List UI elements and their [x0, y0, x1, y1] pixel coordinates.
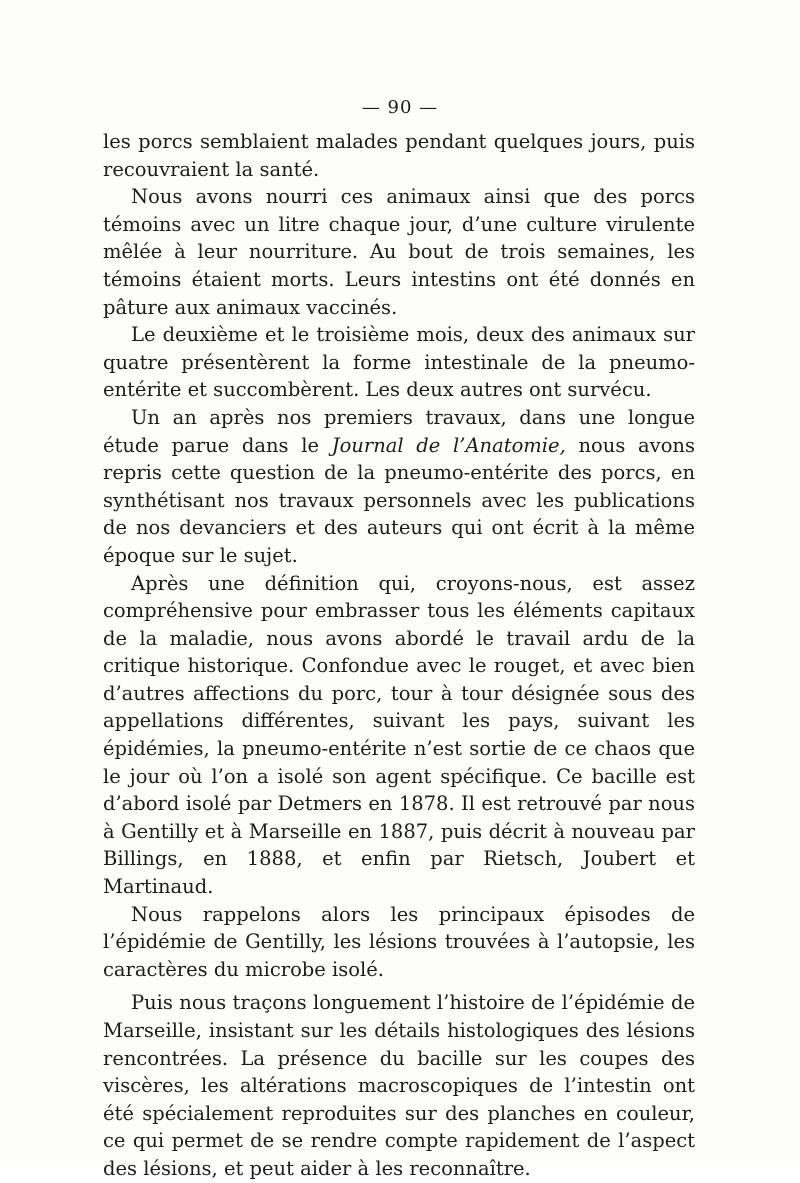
page-number: — 90 —: [361, 97, 439, 118]
paragraph-4: [103, 404, 695, 570]
paragraph-6: Nous rappelons alors les principaux épisodes de l’épidémie de Gentilly, les lésions trouvées à l’autopsie, les caractères du microbe isolé.: [103, 902, 695, 981]
paragraph-7: Puis nous traçons longuement l’histoire de l’épidémie de Marseille, insistant sur les détails histologiques des lésions rencontrées. La présence du bacille sur les coupes des viscères, les altérations macroscopiques de l’intestin ont été spécialement reproduites sur des planches en couleur, ce qui permet de se rendre compte rapidement de l’aspect des lésions, et peut aider à les reconnaître.: [103, 991, 695, 1180]
paragraph-2: Nous avons nourri ces animaux ainsi que des porcs témoins avec un litre chaque jour, d’une culture virulente mêlée à leur nourriture. Au bout de trois semaines, les témoins étaient morts. Leurs intestins ont été donnés en pâture aux animaux vaccinés.: [103, 185, 695, 319]
paragraph-4-after: nous avons repris cette question de la pneumo-entérite des porcs, en synthétisant nos travaux personnels avec les publications de nos devanciers et des auteurs qui ont écrit à la même époque sur le sujet.: [103, 433, 695, 567]
body-text: [103, 128, 695, 1183]
journal-title: Journal de l’Anatomie,: [331, 433, 566, 457]
paragraph-1: les porcs semblaient malades pendant quelques jours, puis recouvraient la santé.: [103, 130, 695, 181]
paragraph-5: Après une définition qui, croyons-nous, est assez compréhensive pour embrasser tous les éléments capitaux de la maladie, nous avons abordé le travail ardu de la critique historique. Confondue avec le rouget, et avec bien d’autres affections du porc, tour à tour désignée sous des appellations différentes, suivant les pays, suivant les épidémies, la pneumo-entérite n’est sortie de ce chaos que le jour où l’on a isolé son agent spécifique. Ce bacille est d’abord isolé par Detmers en 1878. Il est retrouvé par nous à Gentilly et à Marseille en 1887, puis décrit à nouveau par Billings, en 1888, et enfin par Rietsch, Joubert et Martinaud.: [103, 571, 695, 899]
paragraph-3: Le deuxième et le troisième mois, deux des animaux sur quatre présentèrent la forme intestinale de la pneumo-entérite et succombèrent. Les deux autres ont survécu.: [103, 323, 695, 402]
paragraph-4-before: Un an après nos premiers travaux, dans une longue étude parue dans le: [103, 405, 695, 457]
